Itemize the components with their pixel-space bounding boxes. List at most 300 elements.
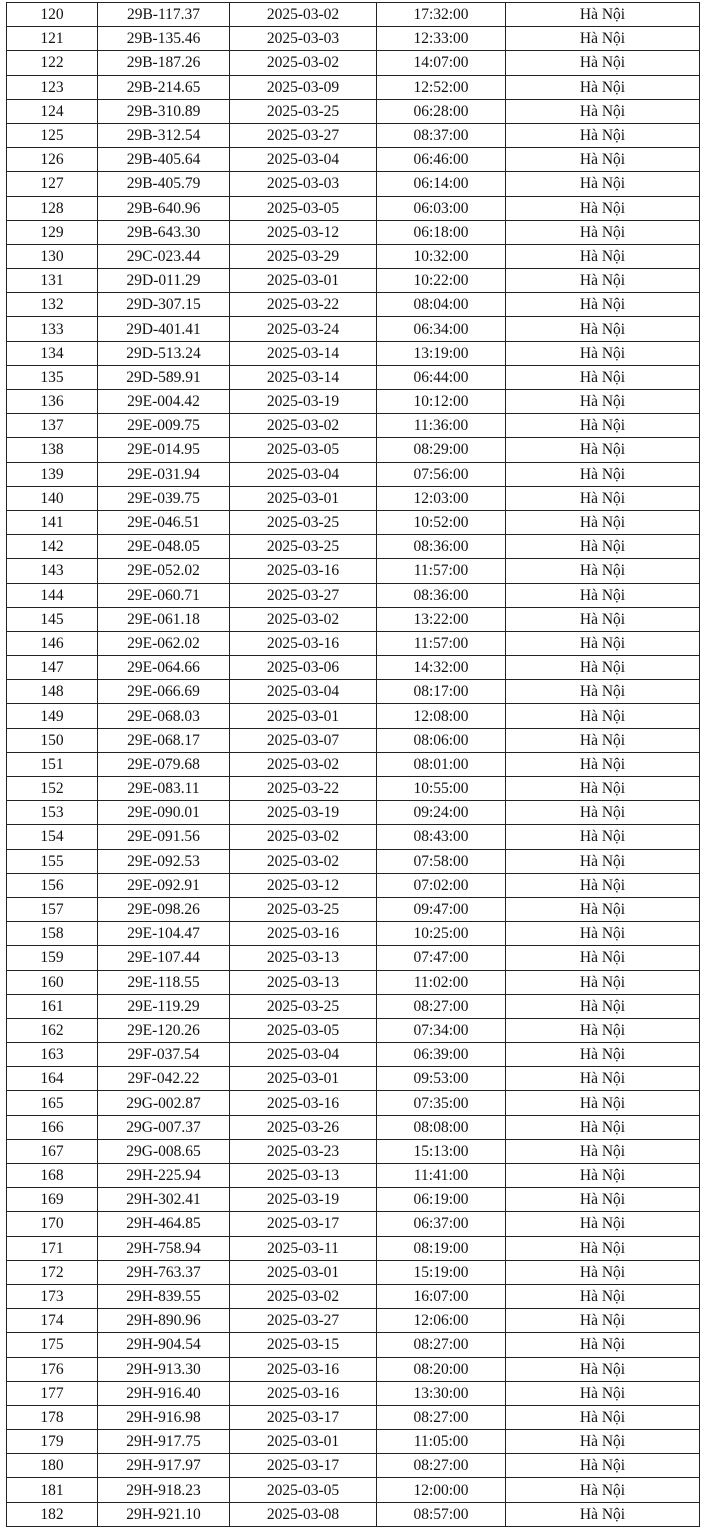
location-cell: Hà Nội [506, 680, 700, 704]
time-cell: 06:39:00 [377, 1043, 506, 1067]
time-cell: 09:53:00 [377, 1067, 506, 1091]
time-cell: 13:22:00 [377, 607, 506, 631]
table-row [7, 559, 700, 583]
time-cell: 07:47:00 [377, 946, 506, 970]
time-cell: 06:03:00 [377, 196, 506, 220]
date-cell: 2025-03-02 [230, 1284, 377, 1308]
row-number-cell: 167 [7, 1139, 98, 1163]
table-row [7, 897, 700, 921]
table-row [7, 680, 700, 704]
table-row [7, 1115, 700, 1139]
row-number-cell: 182 [7, 1502, 98, 1526]
table-row [7, 1381, 700, 1405]
date-cell: 2025-03-25 [230, 897, 377, 921]
location-cell: Hà Nội [506, 1164, 700, 1188]
location-cell: Hà Nội [506, 293, 700, 317]
location-cell: Hà Nội [506, 220, 700, 244]
date-cell: 2025-03-05 [230, 1018, 377, 1042]
plate-number-cell: 29E-092.91 [98, 873, 230, 897]
date-cell: 2025-03-02 [230, 849, 377, 873]
date-cell: 2025-03-25 [230, 535, 377, 559]
plate-number-cell: 29B-117.37 [98, 3, 230, 27]
date-cell: 2025-03-08 [230, 1502, 377, 1526]
row-number-cell: 174 [7, 1309, 98, 1333]
time-cell: 08:36:00 [377, 535, 506, 559]
time-cell: 15:19:00 [377, 1260, 506, 1284]
time-cell: 06:19:00 [377, 1188, 506, 1212]
table-row [7, 1164, 700, 1188]
table-row [7, 849, 700, 873]
location-cell: Hà Nội [506, 462, 700, 486]
time-cell: 07:02:00 [377, 873, 506, 897]
time-cell: 16:07:00 [377, 1284, 506, 1308]
row-number-cell: 173 [7, 1284, 98, 1308]
plate-number-cell: 29C-023.44 [98, 244, 230, 268]
row-number-cell: 157 [7, 897, 98, 921]
plate-number-cell: 29H-916.40 [98, 1381, 230, 1405]
table-row [7, 196, 700, 220]
time-cell: 12:03:00 [377, 486, 506, 510]
date-cell: 2025-03-26 [230, 1115, 377, 1139]
location-cell: Hà Nội [506, 922, 700, 946]
plate-number-cell: 29E-083.11 [98, 777, 230, 801]
plate-number-cell: 29F-037.54 [98, 1043, 230, 1067]
date-cell: 2025-03-25 [230, 994, 377, 1018]
location-cell: Hà Nội [506, 656, 700, 680]
location-cell: Hà Nội [506, 607, 700, 631]
row-number-cell: 137 [7, 414, 98, 438]
table-row [7, 535, 700, 559]
row-number-cell: 141 [7, 510, 98, 534]
table-row [7, 1502, 700, 1526]
time-cell: 08:20:00 [377, 1357, 506, 1381]
time-cell: 06:28:00 [377, 99, 506, 123]
table-row [7, 293, 700, 317]
row-number-cell: 158 [7, 922, 98, 946]
location-cell: Hà Nội [506, 1502, 700, 1526]
time-cell: 08:37:00 [377, 123, 506, 147]
plate-number-cell: 29E-009.75 [98, 414, 230, 438]
date-cell: 2025-03-01 [230, 269, 377, 293]
location-cell: Hà Nội [506, 777, 700, 801]
time-cell: 08:29:00 [377, 438, 506, 462]
date-cell: 2025-03-16 [230, 631, 377, 655]
table-row [7, 946, 700, 970]
plate-number-cell: 29H-917.75 [98, 1430, 230, 1454]
location-cell: Hà Nội [506, 75, 700, 99]
location-cell: Hà Nội [506, 1309, 700, 1333]
date-cell: 2025-03-17 [230, 1405, 377, 1429]
time-cell: 14:32:00 [377, 656, 506, 680]
time-cell: 13:19:00 [377, 341, 506, 365]
plate-number-cell: 29D-513.24 [98, 341, 230, 365]
table-row [7, 341, 700, 365]
location-cell: Hà Nội [506, 51, 700, 75]
location-cell: Hà Nội [506, 148, 700, 172]
table-row [7, 1018, 700, 1042]
location-cell: Hà Nội [506, 728, 700, 752]
row-number-cell: 121 [7, 27, 98, 51]
date-cell: 2025-03-02 [230, 752, 377, 776]
table-row [7, 438, 700, 462]
table-row [7, 317, 700, 341]
location-cell: Hà Nội [506, 99, 700, 123]
table-row [7, 99, 700, 123]
table-row [7, 1284, 700, 1308]
date-cell: 2025-03-07 [230, 728, 377, 752]
row-number-cell: 134 [7, 341, 98, 365]
time-cell: 14:07:00 [377, 51, 506, 75]
date-cell: 2025-03-04 [230, 680, 377, 704]
row-number-cell: 147 [7, 656, 98, 680]
row-number-cell: 138 [7, 438, 98, 462]
time-cell: 08:01:00 [377, 752, 506, 776]
date-cell: 2025-03-01 [230, 1260, 377, 1284]
row-number-cell: 131 [7, 269, 98, 293]
table-row [7, 1333, 700, 1357]
time-cell: 06:34:00 [377, 317, 506, 341]
table-row [7, 172, 700, 196]
row-number-cell: 175 [7, 1333, 98, 1357]
row-number-cell: 120 [7, 3, 98, 27]
plate-number-cell: 29B-405.79 [98, 172, 230, 196]
table-row [7, 269, 700, 293]
location-cell: Hà Nội [506, 583, 700, 607]
plate-number-cell: 29E-079.68 [98, 752, 230, 776]
table-row [7, 75, 700, 99]
plate-number-cell: 29E-014.95 [98, 438, 230, 462]
table-row [7, 752, 700, 776]
location-cell: Hà Nội [506, 1067, 700, 1091]
date-cell: 2025-03-15 [230, 1333, 377, 1357]
location-cell: Hà Nội [506, 825, 700, 849]
location-cell: Hà Nội [506, 3, 700, 27]
date-cell: 2025-03-22 [230, 777, 377, 801]
row-number-cell: 146 [7, 631, 98, 655]
date-cell: 2025-03-01 [230, 486, 377, 510]
plate-number-cell: 29G-007.37 [98, 1115, 230, 1139]
time-cell: 08:27:00 [377, 994, 506, 1018]
time-cell: 08:43:00 [377, 825, 506, 849]
row-number-cell: 180 [7, 1454, 98, 1478]
row-number-cell: 128 [7, 196, 98, 220]
location-cell: Hà Nội [506, 510, 700, 534]
table-row [7, 994, 700, 1018]
time-cell: 08:27:00 [377, 1454, 506, 1478]
row-number-cell: 124 [7, 99, 98, 123]
location-cell: Hà Nội [506, 1091, 700, 1115]
table-row [7, 1357, 700, 1381]
location-cell: Hà Nội [506, 801, 700, 825]
time-cell: 09:24:00 [377, 801, 506, 825]
location-cell: Hà Nội [506, 341, 700, 365]
plate-number-cell: 29E-098.26 [98, 897, 230, 921]
table-row [7, 123, 700, 147]
date-cell: 2025-03-16 [230, 1091, 377, 1115]
table-row [7, 390, 700, 414]
date-cell: 2025-03-04 [230, 148, 377, 172]
time-cell: 17:32:00 [377, 3, 506, 27]
date-cell: 2025-03-13 [230, 970, 377, 994]
table-body [7, 3, 700, 1527]
table-row [7, 1236, 700, 1260]
time-cell: 06:14:00 [377, 172, 506, 196]
location-cell: Hà Nội [506, 873, 700, 897]
plate-number-cell: 29E-118.55 [98, 970, 230, 994]
time-cell: 10:12:00 [377, 390, 506, 414]
location-cell: Hà Nội [506, 849, 700, 873]
plate-number-cell: 29B-135.46 [98, 27, 230, 51]
table-row [7, 510, 700, 534]
date-cell: 2025-03-02 [230, 414, 377, 438]
date-cell: 2025-03-27 [230, 1309, 377, 1333]
plate-number-cell: 29H-890.96 [98, 1309, 230, 1333]
location-cell: Hà Nội [506, 559, 700, 583]
table-row [7, 1212, 700, 1236]
table-row [7, 1067, 700, 1091]
table-row [7, 607, 700, 631]
time-cell: 11:57:00 [377, 631, 506, 655]
time-cell: 07:35:00 [377, 1091, 506, 1115]
table-row [7, 51, 700, 75]
location-cell: Hà Nội [506, 365, 700, 389]
time-cell: 12:52:00 [377, 75, 506, 99]
plate-number-cell: 29E-090.01 [98, 801, 230, 825]
table-row [7, 1139, 700, 1163]
time-cell: 12:33:00 [377, 27, 506, 51]
plate-number-cell: 29E-091.56 [98, 825, 230, 849]
row-number-cell: 170 [7, 1212, 98, 1236]
location-cell: Hà Nội [506, 27, 700, 51]
table-row [7, 244, 700, 268]
violations-table [6, 2, 700, 1527]
location-cell: Hà Nội [506, 486, 700, 510]
date-cell: 2025-03-03 [230, 172, 377, 196]
plate-number-cell: 29E-031.94 [98, 462, 230, 486]
plate-number-cell: 29D-011.29 [98, 269, 230, 293]
row-number-cell: 172 [7, 1260, 98, 1284]
plate-number-cell: 29E-068.17 [98, 728, 230, 752]
row-number-cell: 179 [7, 1430, 98, 1454]
time-cell: 15:13:00 [377, 1139, 506, 1163]
plate-number-cell: 29E-039.75 [98, 486, 230, 510]
time-cell: 11:41:00 [377, 1164, 506, 1188]
time-cell: 11:02:00 [377, 970, 506, 994]
date-cell: 2025-03-23 [230, 1139, 377, 1163]
table-row [7, 777, 700, 801]
table-row [7, 1405, 700, 1429]
time-cell: 06:46:00 [377, 148, 506, 172]
date-cell: 2025-03-04 [230, 1043, 377, 1067]
plate-number-cell: 29H-225.94 [98, 1164, 230, 1188]
row-number-cell: 177 [7, 1381, 98, 1405]
plate-number-cell: 29E-119.29 [98, 994, 230, 1018]
date-cell: 2025-03-27 [230, 123, 377, 147]
table-row [7, 825, 700, 849]
time-cell: 12:06:00 [377, 1309, 506, 1333]
date-cell: 2025-03-14 [230, 341, 377, 365]
plate-number-cell: 29E-046.51 [98, 510, 230, 534]
date-cell: 2025-03-13 [230, 1164, 377, 1188]
date-cell: 2025-03-25 [230, 99, 377, 123]
location-cell: Hà Nội [506, 123, 700, 147]
time-cell: 07:58:00 [377, 849, 506, 873]
time-cell: 08:27:00 [377, 1405, 506, 1429]
table-row [7, 1091, 700, 1115]
location-cell: Hà Nội [506, 1139, 700, 1163]
date-cell: 2025-03-27 [230, 583, 377, 607]
table-row [7, 462, 700, 486]
time-cell: 08:08:00 [377, 1115, 506, 1139]
date-cell: 2025-03-04 [230, 462, 377, 486]
location-cell: Hà Nội [506, 317, 700, 341]
time-cell: 10:22:00 [377, 269, 506, 293]
date-cell: 2025-03-17 [230, 1212, 377, 1236]
row-number-cell: 139 [7, 462, 98, 486]
date-cell: 2025-03-02 [230, 3, 377, 27]
row-number-cell: 171 [7, 1236, 98, 1260]
location-cell: Hà Nội [506, 390, 700, 414]
row-number-cell: 149 [7, 704, 98, 728]
table-row [7, 1478, 700, 1502]
date-cell: 2025-03-22 [230, 293, 377, 317]
table-row [7, 220, 700, 244]
date-cell: 2025-03-02 [230, 607, 377, 631]
row-number-cell: 160 [7, 970, 98, 994]
date-cell: 2025-03-01 [230, 1067, 377, 1091]
location-cell: Hà Nội [506, 946, 700, 970]
row-number-cell: 130 [7, 244, 98, 268]
row-number-cell: 176 [7, 1357, 98, 1381]
plate-number-cell: 29E-064.66 [98, 656, 230, 680]
row-number-cell: 154 [7, 825, 98, 849]
row-number-cell: 123 [7, 75, 98, 99]
location-cell: Hà Nội [506, 535, 700, 559]
location-cell: Hà Nội [506, 752, 700, 776]
date-cell: 2025-03-02 [230, 51, 377, 75]
plate-number-cell: 29H-839.55 [98, 1284, 230, 1308]
table-row [7, 486, 700, 510]
plate-number-cell: 29E-061.18 [98, 607, 230, 631]
plate-number-cell: 29E-068.03 [98, 704, 230, 728]
location-cell: Hà Nội [506, 438, 700, 462]
table-row [7, 704, 700, 728]
time-cell: 08:04:00 [377, 293, 506, 317]
table-row [7, 3, 700, 27]
plate-number-cell: 29B-640.96 [98, 196, 230, 220]
date-cell: 2025-03-17 [230, 1454, 377, 1478]
location-cell: Hà Nội [506, 704, 700, 728]
table-row [7, 1309, 700, 1333]
table-row [7, 1454, 700, 1478]
location-cell: Hà Nội [506, 1284, 700, 1308]
plate-number-cell: 29H-464.85 [98, 1212, 230, 1236]
date-cell: 2025-03-05 [230, 196, 377, 220]
row-number-cell: 162 [7, 1018, 98, 1042]
plate-number-cell: 29H-916.98 [98, 1405, 230, 1429]
time-cell: 13:30:00 [377, 1381, 506, 1405]
plate-number-cell: 29B-405.64 [98, 148, 230, 172]
table-row [7, 728, 700, 752]
date-cell: 2025-03-01 [230, 1430, 377, 1454]
time-cell: 08:57:00 [377, 1502, 506, 1526]
plate-number-cell: 29H-917.97 [98, 1454, 230, 1478]
row-number-cell: 129 [7, 220, 98, 244]
row-number-cell: 155 [7, 849, 98, 873]
row-number-cell: 144 [7, 583, 98, 607]
plate-number-cell: 29G-008.65 [98, 1139, 230, 1163]
location-cell: Hà Nội [506, 994, 700, 1018]
row-number-cell: 169 [7, 1188, 98, 1212]
table-row [7, 27, 700, 51]
row-number-cell: 125 [7, 123, 98, 147]
plate-number-cell: 29E-066.69 [98, 680, 230, 704]
plate-number-cell: 29D-307.15 [98, 293, 230, 317]
location-cell: Hà Nội [506, 1454, 700, 1478]
plate-number-cell: 29E-092.53 [98, 849, 230, 873]
row-number-cell: 132 [7, 293, 98, 317]
table-row [7, 631, 700, 655]
location-cell: Hà Nội [506, 631, 700, 655]
time-cell: 08:36:00 [377, 583, 506, 607]
time-cell: 12:08:00 [377, 704, 506, 728]
row-number-cell: 156 [7, 873, 98, 897]
date-cell: 2025-03-16 [230, 922, 377, 946]
location-cell: Hà Nội [506, 1188, 700, 1212]
location-cell: Hà Nội [506, 1357, 700, 1381]
location-cell: Hà Nội [506, 1260, 700, 1284]
row-number-cell: 135 [7, 365, 98, 389]
plate-number-cell: 29F-042.22 [98, 1067, 230, 1091]
row-number-cell: 153 [7, 801, 98, 825]
row-number-cell: 161 [7, 994, 98, 1018]
location-cell: Hà Nội [506, 1478, 700, 1502]
plate-number-cell: 29D-589.91 [98, 365, 230, 389]
table-row [7, 414, 700, 438]
plate-number-cell: 29H-302.41 [98, 1188, 230, 1212]
table-row [7, 970, 700, 994]
plate-number-cell: 29G-002.87 [98, 1091, 230, 1115]
row-number-cell: 151 [7, 752, 98, 776]
table-row [7, 656, 700, 680]
time-cell: 11:36:00 [377, 414, 506, 438]
date-cell: 2025-03-05 [230, 1478, 377, 1502]
date-cell: 2025-03-11 [230, 1236, 377, 1260]
time-cell: 08:19:00 [377, 1236, 506, 1260]
row-number-cell: 150 [7, 728, 98, 752]
location-cell: Hà Nội [506, 196, 700, 220]
time-cell: 09:47:00 [377, 897, 506, 921]
time-cell: 06:18:00 [377, 220, 506, 244]
location-cell: Hà Nội [506, 414, 700, 438]
date-cell: 2025-03-24 [230, 317, 377, 341]
location-cell: Hà Nội [506, 269, 700, 293]
row-number-cell: 165 [7, 1091, 98, 1115]
plate-number-cell: 29H-758.94 [98, 1236, 230, 1260]
location-cell: Hà Nội [506, 1018, 700, 1042]
plate-number-cell: 29H-763.37 [98, 1260, 230, 1284]
table-row [7, 1188, 700, 1212]
time-cell: 06:37:00 [377, 1212, 506, 1236]
table-row [7, 1430, 700, 1454]
time-cell: 11:05:00 [377, 1430, 506, 1454]
row-number-cell: 164 [7, 1067, 98, 1091]
time-cell: 08:17:00 [377, 680, 506, 704]
date-cell: 2025-03-09 [230, 75, 377, 99]
plate-number-cell: 29B-214.65 [98, 75, 230, 99]
plate-number-cell: 29B-312.54 [98, 123, 230, 147]
plate-number-cell: 29B-310.89 [98, 99, 230, 123]
